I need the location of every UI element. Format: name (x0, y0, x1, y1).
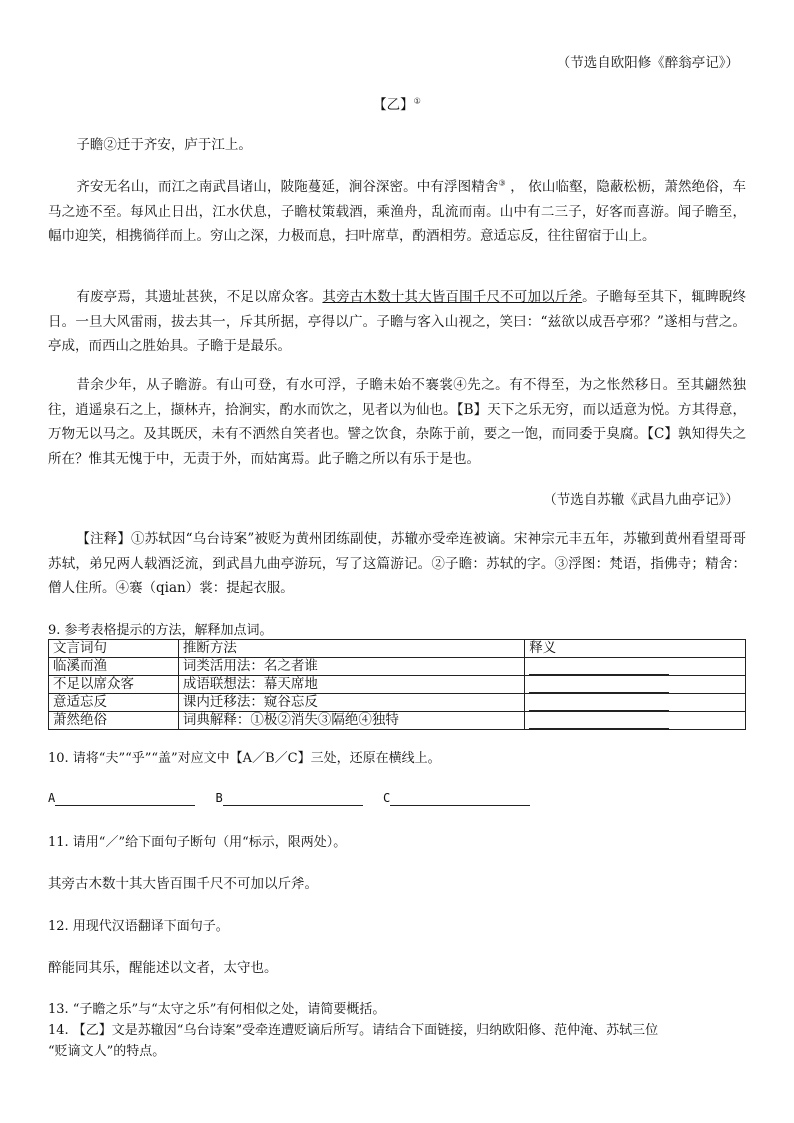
question-14-line-2: “贬谪文人”的特点。 (48, 1044, 166, 1059)
question-9-table (48, 639, 746, 730)
question-11-prompt: 11. 请用“／”给下面句子断句（用“标示，限两处）。 (48, 835, 347, 850)
table-row (49, 676, 746, 694)
passage-b-paragraph-2 (48, 175, 746, 249)
answer-blank-b[interactable] (223, 793, 363, 806)
table-cell-phrase: 萧然绝俗 (49, 712, 179, 730)
question-12-prompt: 12. 用现代汉语翻译下面句子。 (48, 919, 229, 934)
passage-b-paragraph-4: 昔余少年，从子瞻游。有山可登，有水可浮，子瞻未始不褰裳④先之。有不得至，为之怅然移日。至其翩然独往，逍遥泉石之上，撷林卉，拾涧实，酌水而饮之，见者以为仙也。【B】天下之乐无穷，而以适意为悦。方其得意，万物无以马之。及其既厌，未有不洒然自笑者也。譬之饮食，杂陈于前，要之一饱，而同委于臭腐。【C】孰知得失之所在？惟其无愧于中，无责于外，而姑寓焉。此子瞻之所以有乐于是也。 (48, 377, 746, 467)
answer-label-c: C (383, 791, 391, 805)
paragraph-2-text-b: ， 依山临壑，隐蔽松枥，萧然绝俗，车马之迹不至。每风止日出，江水伏息，子瞻杖策载酒，乘渔舟，乱流而南。山中有二三子，好客而喜游。闻子瞻至，幅巾迎笑，相携徜徉而上。穷山之深，力极而息，扫叶席草，酌酒相劳。意适忘反，往往留宿于山上。 (48, 179, 746, 244)
paragraph-2-text-a: 齐安无名山，而江之南武昌诸山，陂陁蔓延，涧谷深密。中有浮图精舍 (76, 179, 499, 195)
passage-b-notes: 【注释】①苏轼因“乌台诗案”被贬为黄州团练副使，苏辙亦受牵连被谪。宋神宗元丰五年，苏辙到黄州看望哥哥苏轼，弟兄两人载酒泛流，到武昌九曲亭游玩，写了这篇游记。②子瞻：苏轼的字。③浮图：梵语，指佛寺；精舍：僧人住所。④褰（qian）裳：提起衣服。 (48, 531, 746, 596)
table-cell-phrase: 意适忘反 (49, 694, 179, 712)
passage-b-paragraph-1: 子瞻②迁于齐安，庐于江上。 (76, 137, 252, 153)
question-14-line-1: 14. 【乙】文是苏辙因“乌台诗案”受牵连遭贬谪后所写。请结合下面链接，归纳欧阳修、范仲淹、苏轼三位 (48, 1023, 659, 1038)
question-10-prompt: 10. 请将“夫”“乎”“盖”对应文中【A／B／C】三处，还原在横线上。 (48, 751, 441, 766)
paragraph-2-note: ③ (498, 178, 506, 188)
table-header-phrase: 文言词句 (49, 640, 179, 658)
passage-b-source: （节选自苏辙《武昌九曲亭记》） (543, 492, 739, 508)
table-header-row (49, 640, 746, 658)
passage-b-heading-label: 【乙】 (373, 97, 414, 113)
question-10-answers (48, 791, 530, 806)
question-11-sentence: 其旁古木数十其大皆百围千尺不可加以斤斧。 (48, 876, 318, 892)
answer-label-b: B (215, 791, 223, 805)
passage-b-heading (0, 93, 794, 113)
answer-blank-c[interactable] (390, 793, 530, 806)
table-header-method: 推断方法 (178, 640, 524, 658)
passage-b-paragraph-3 (48, 285, 746, 359)
passage-b-heading-note: ① (413, 96, 421, 106)
paragraph-3-underlined-sentence: 其旁古木数十其大皆百围千尺不可加以斤斧 (322, 289, 583, 305)
table-cell-phrase: 临溪而渔 (49, 658, 179, 676)
paragraph-3-text-b: 。子瞻每至其下，辄睥睨终日。一旦大风雷雨，拔去其一，斥其所据，亭得以广。子瞻与客入山视之，笑曰：“兹欲以成吾亭邪？”遂相与营之。亭成，而西山之胜始具。子瞻于是最乐。 (48, 289, 747, 354)
answer-blank-a[interactable] (55, 793, 195, 806)
table-row (49, 712, 746, 730)
answer-label-a: A (48, 791, 56, 805)
table-cell-method: 课内迁移法：窥谷忘反 (178, 694, 524, 712)
answer-blank[interactable] (525, 676, 746, 694)
answer-blank[interactable] (525, 658, 746, 676)
table-row (49, 694, 746, 712)
paragraph-3-text-a: 有废亭焉，其遗址甚狭，不足以席众客。 (76, 289, 323, 305)
question-12-sentence: 醉能同其乐，醒能述以文者，太守也。 (48, 960, 278, 976)
answer-blank[interactable] (525, 712, 746, 730)
question-13-prompt: 13. “子瞻之乐”与“太守之乐”有何相似之处，请简要概括。 (48, 1002, 386, 1017)
table-cell-phrase: 不足以席众客 (49, 676, 179, 694)
table-cell-method: 成语联想法：幕天席地 (178, 676, 524, 694)
answer-blank[interactable] (525, 694, 746, 712)
table-header-meaning: 释义 (525, 640, 746, 658)
table-cell-method: 词类活用法：名之者谁 (178, 658, 524, 676)
table-cell-method: 词典解释：①极②消失③隔绝④独特 (178, 712, 524, 730)
table-row (49, 658, 746, 676)
question-9-prompt: 9. 参考表格提示的方法，解释加点词。 (48, 623, 273, 638)
question-14-prompt (48, 1020, 746, 1062)
passage-a-source: （节选自欧阳修《醉翁亭记》） (556, 55, 739, 71)
